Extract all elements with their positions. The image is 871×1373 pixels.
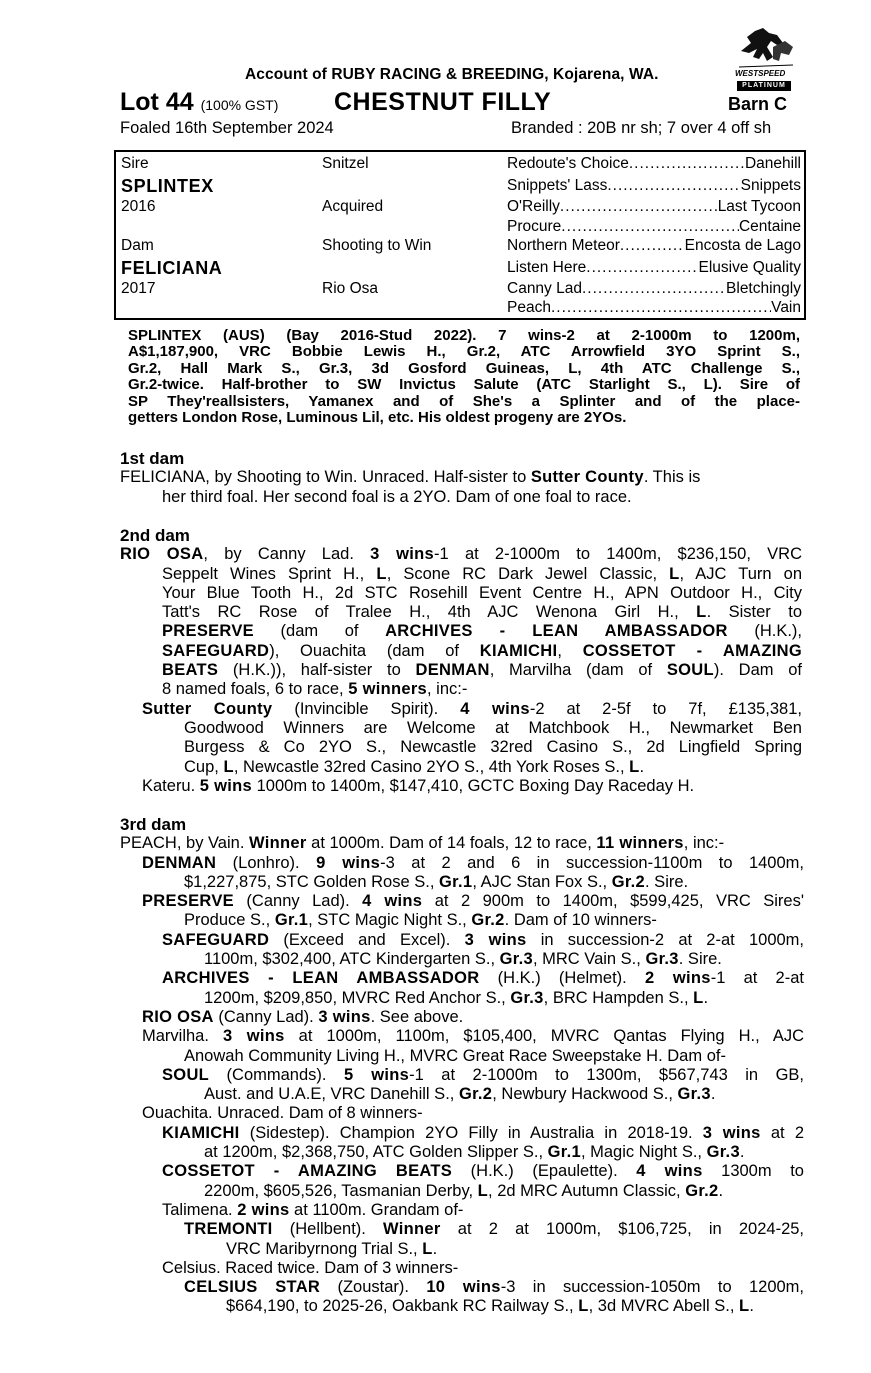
- dam-name: FELICIANA: [121, 258, 223, 278]
- dam-sire: Shooting to Win: [322, 237, 432, 254]
- barn-label: Barn C: [728, 94, 788, 114]
- sire-summary-line: A$1,187,900, VRC Bobbie Lewis H., Gr.2, ATC Arrowfield 3YO Sprint S.,: [128, 343, 800, 361]
- first-dam-line: FELICIANA, by Shooting to Win. Unraced. Half-sister to Sutter County. This is: [120, 468, 701, 487]
- dam-label: Dam: [121, 237, 154, 254]
- westspeed-platinum-logo: [733, 27, 799, 93]
- horse-description: CHESTNUT FILLY: [334, 88, 552, 116]
- second-dam-heading: 2nd dam: [120, 526, 190, 545]
- grandparent-row: Northern Meteor ..... Encosta de Lago: [507, 237, 801, 255]
- second-dam-line: RIO OSA, by Canny Lad. 3 wins-1 at 2-1000m to 1400m, $236,150, VRC: [120, 545, 802, 564]
- sire-summary-line: SPLINTEX (AUS) (Bay 2016-Stud 2022). 7 wins-2 at 2-1000m to 1200m,: [128, 327, 800, 344]
- gst-note: (100% GST): [200, 97, 279, 113]
- grandparent-row: Snippets' Lass ..... Snippets: [507, 177, 801, 195]
- dam-year: 2017: [121, 280, 156, 297]
- grandparent-row: Canny Lad ..... Bletchingly: [507, 280, 801, 298]
- grandparent-row: Procure ..... Centaine: [507, 218, 801, 236]
- third-dam-section: 3rd dam PEACH, by Vain. Winner at 1000m. Dam of 14 foals, 12 to race, 11 winners, inc:- DENMAN (Lonhro). 9 wins-3 at 2 and 6 in succession-1100m to 1400m, $1,227,875, STC Golden Rose S., Gr.1, AJC Stan Fox S., Gr.2. Sire. PRESERVE (Canny Lad). 4 wins at 2 900m to 1400m, $599,425, VRC Sires' Produce S., Gr.1, STC Magic Night S., Gr.2. Dam of 10 winners- SAFEGUARD (Exceed and Excel). 3 wins in succession-2 at 2-at 1000m, 1100m, $302,400, ATC Kindergarten S., Gr.3, MRC Vain S., Gr.3. Sire. ARCHIVES - LEAN AMBASSADOR (H.K.) (Helmet). 2 wins-1 at 2-at 1200m, $209,850, MVRC Red Anchor S., Gr.3, BRC Hampden S., L. RIO OSA (Canny Lad). 3 wins. See above. Marvilha. 3 wins at 1000m, 1100m, $105,400, MVRC Qantas Flying H., AJC Anowah Community Living H., MVRC Great Race Sweepstake H. Dam of- SOUL (Commands). 5 wins-1 at 2-1000m to 1300m, $567,743 in GB, Aust. and U.A.E, VRC Danehill S., Gr.2, Newbury Hackwood S., Gr.3. Ouachita. Unraced. Dam of 8 winners- KIAMICHI (Sidestep). Champion 2YO Filly in Australia in 2018-19. 3 wins at 2 at 1200m, $2,368,750, ATC Golden Slipper S., Gr.1, Magic Night S., Gr.3. COSSETOT - AMAZING BEATS (H.K.) (Epaulette). 4 wins 1300m to 2200m, $605,526, Tasmanian Derby, L, 2d MRC Autumn Classic, Gr.2. Talimena. 2 wins at 1100m. Grandam of- TREMONTI (Hellbent). Winner at 2 at 1000m, $106,725, in 2024-25, VRC Maribyrnong Trial S., L. Celsius. Raced twice. Dam of 3 winners- CELSIUS STAR (Zoustar). 10 wins-3 in succession-1050m to 1200m, $664,190, to 2025-26, Oakbank RC Railway S., L, 3d MVRC Abell S., L.: [120, 815, 805, 1316]
- dam-dam: Rio Osa: [322, 280, 378, 297]
- first-dam-section: [120, 449, 802, 507]
- sire-year: 2016: [121, 198, 156, 215]
- horse-head-icon: [733, 27, 799, 71]
- sire-summary-line: getters London Rose, Luminous Lil, etc. His oldest progeny are 2YOs.: [128, 409, 627, 427]
- grandparent-row: Listen Here ..... Elusive Quality: [507, 259, 801, 277]
- third-dam-heading: 3rd dam: [120, 815, 187, 834]
- vendor-account: Account of RUBY RACING & BREEDING, Kojarena, WA.: [245, 66, 659, 83]
- foaled-date: Foaled 16th September 2024: [120, 119, 334, 137]
- grandparent-row: Peach ..... Vain: [507, 299, 801, 317]
- sire-label: Sire: [121, 155, 149, 172]
- grandparent-row: Redoute's Choice ..... Danehill: [507, 155, 801, 173]
- pedigree-table: [114, 150, 806, 320]
- lot-number: [120, 88, 278, 117]
- sire-name: SPLINTEX: [121, 176, 214, 196]
- sire-summary: [128, 328, 800, 426]
- logo-wordmark: WESTSPEED: [735, 69, 786, 78]
- second-dam-section: 2nd dam RIO OSA, by Canny Lad. 3 wins-1 at 2-1000m to 1400m, $236,150, VRC Seppelt Wines Sprint H., L, Scone RC Dark Jewel Classic, L, AJC Turn on Your Blue Tooth H., 2d STC Rosehill Event Centre H., APN Outdoor H., City Tatt's RC Rose of Tralee H., 4th AJC Wenona Girl H., L. Sister to PRESERVE (dam of ARCHIVES - LEAN AMBASSADOR (H.K.), SAFEGUARD), Ouachita (dam of KIAMICHI, COSSETOT - AMAZING BEATS (H.K.)), half-sister to DENMAN, Marvilha (dam of SOUL). Dam of 8 named foals, 6 to race, 5 winners, inc:- Sutter County (Invincible Spirit). 4 wins-2 at 2-5f to 7f, £135,381, Goodwood Winners are Welcome at Matchbook H., Newmarket Ben Burgess & Co 2YO S., Newcastle 32red Casino S., 2d Lingfield Spring Cup, L, Newcastle 32red Casino 2YO S., 4th York Roses S., L. Kateru. 5 wins 1000m to 1400m, $147,410, GCTC Boxing Day Raceday H.: [120, 526, 803, 795]
- sire-summary-line: SP They'reallsisters, Yamanex and of She's a Splinter and of the place-: [128, 392, 800, 410]
- third-dam-line: PEACH, by Vain. Winner at 1000m. Dam of 14 foals, 12 to race, 11 winners, inc:-: [120, 834, 725, 853]
- logo-tier: PLATINUM: [737, 81, 791, 91]
- brand-marks: Branded : 20B nr sh; 7 over 4 off sh: [511, 119, 772, 137]
- grandparent-row: O'Reilly ..... Last Tycoon: [507, 198, 801, 216]
- first-dam-heading: 1st dam: [120, 449, 185, 468]
- sire-summary-line: Gr.2-twice. Half-brother to SW Invictus Salute (ATC Starlight S., L). Sire of: [128, 376, 800, 394]
- sire-summary-line: Gr.2, Hall Mark S., Gr.3, 3d Gosford Guineas, L, 4th ATC Challenge S.,: [128, 359, 800, 377]
- sire-dam: Acquired: [322, 198, 384, 215]
- first-dam-line: her third foal. Her second foal is a 2YO. Dam of one foal to race.: [162, 487, 632, 506]
- lot-label: Lot 44: [120, 88, 194, 116]
- sire-sire: Snitzel: [322, 155, 369, 172]
